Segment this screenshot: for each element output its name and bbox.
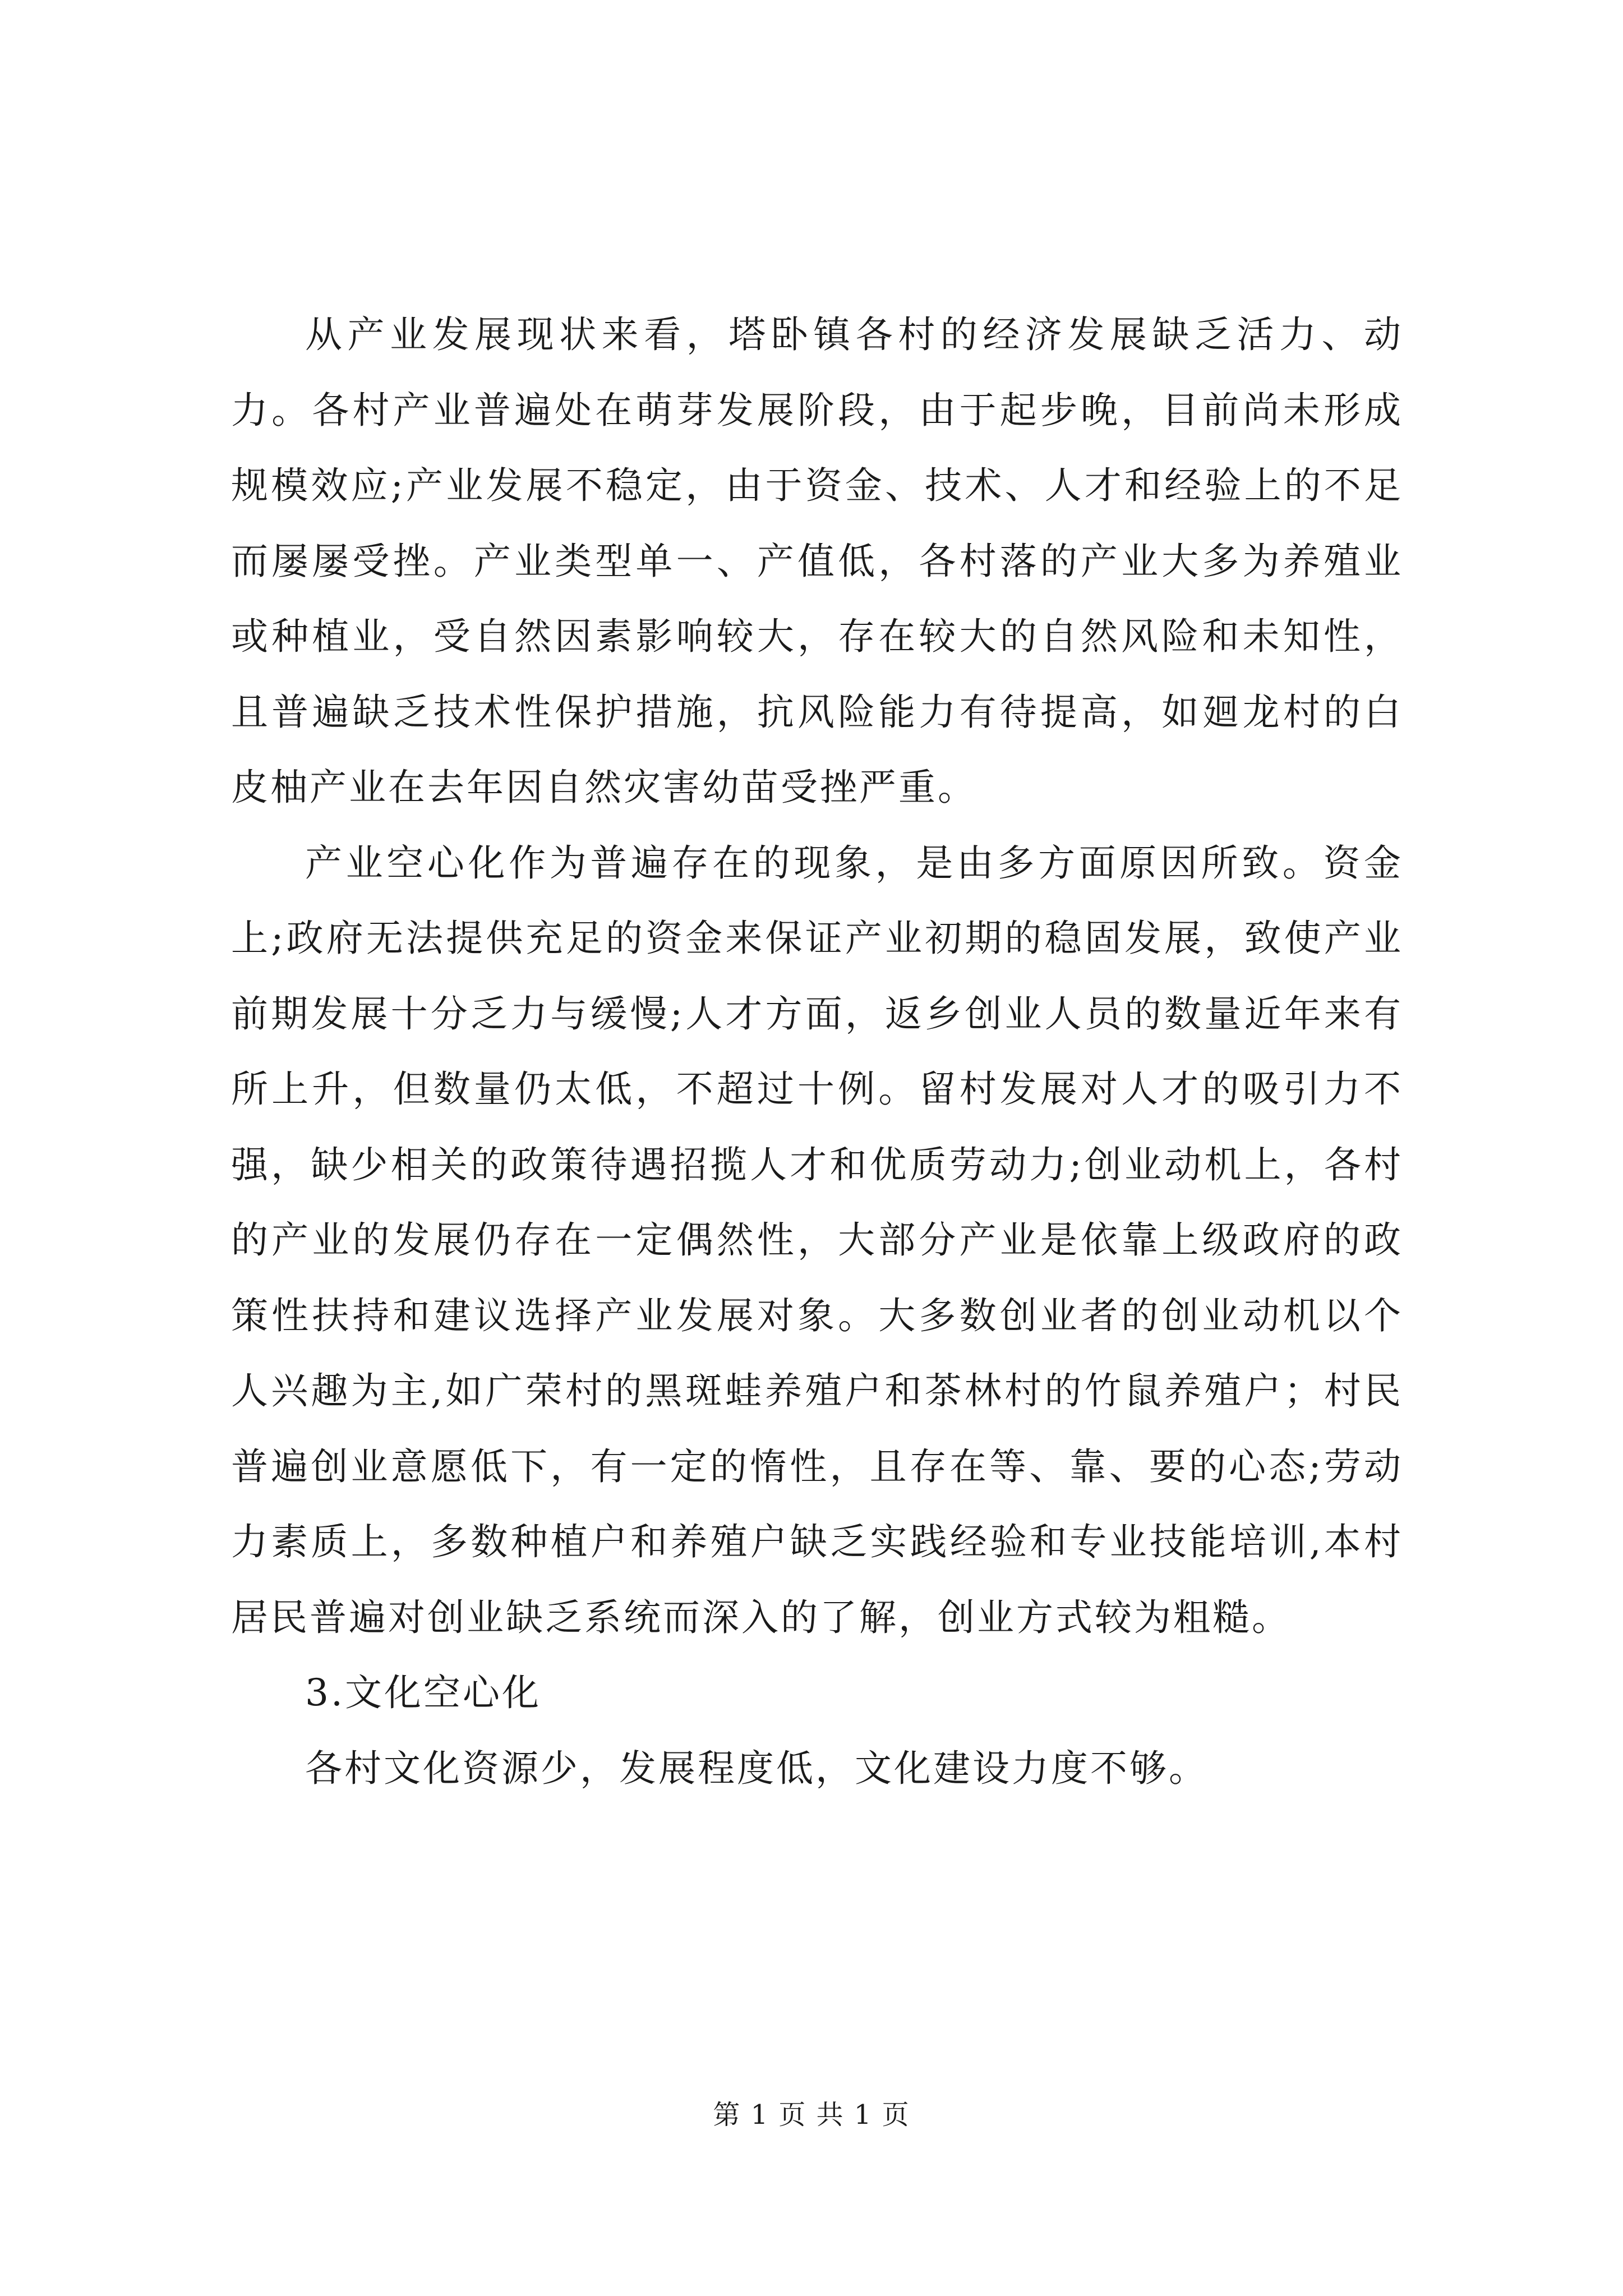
page-number: 第 1 页 共 1 页 bbox=[713, 2099, 910, 2131]
paragraph-industry-status: 从产业发展现状来看，塔卧镇各村的经济发展缺乏活力、动力。各村产业普遍处在萌芽发展阶段，由于起步晚，目前尚未形成规模效应;产业发展不稳定，由于资金、技术、人才和经验上的不足而屡屡受挫。产业类型单一、产值低，各村落的产业大多为养殖业或种植业，受自然因素影响较大，存在较大的自然风险和未知性，且普遍缺乏技术性保护措施，抗风险能力有待提高，如廻龙村的白皮柚产业在去年因自然灾害幼苗受挫严重。 bbox=[231, 313, 1403, 809]
document-body bbox=[231, 297, 1403, 1806]
paragraph-industry-hollowing: 产业空心化作为普遍存在的现象，是由多方面原因所致。资金上;政府无法提供充足的资金来保证产业初期的稳固发展，致使产业前期发展十分乏力与缓慢;人才方面，返乡创业人员的数量近年来有所上升，但数量仍太低，不超过十例。留村发展对人才的吸引力不强，缺少相关的政策待遇招揽人才和优质劳动力;创业动机上，各村的产业的发展仍存在一定偶然性，大部分产业是依靠上级政府的政策性扶持和建议选择产业发展对象。大多数创业者的创业动机以个人兴趣为主,如广荣村的黑斑蛙养殖户和茶林村的竹鼠养殖户；村民普遍创业意愿低下，有一定的惰性，且存在等、靠、要的心态;劳动力素质上，多数种植户和养殖户缺乏实践经验和专业技能培训,本村居民普遍对创业缺乏系统而深入的了解，创业方式较为粗糙。 bbox=[231, 841, 1403, 1639]
section-heading: 3.文化空心化 bbox=[305, 1671, 541, 1714]
page-footer bbox=[0, 2098, 1623, 2132]
paragraph-culture: 各村文化资源少，发展程度低，文化建设力度不够。 bbox=[305, 1746, 1208, 1790]
